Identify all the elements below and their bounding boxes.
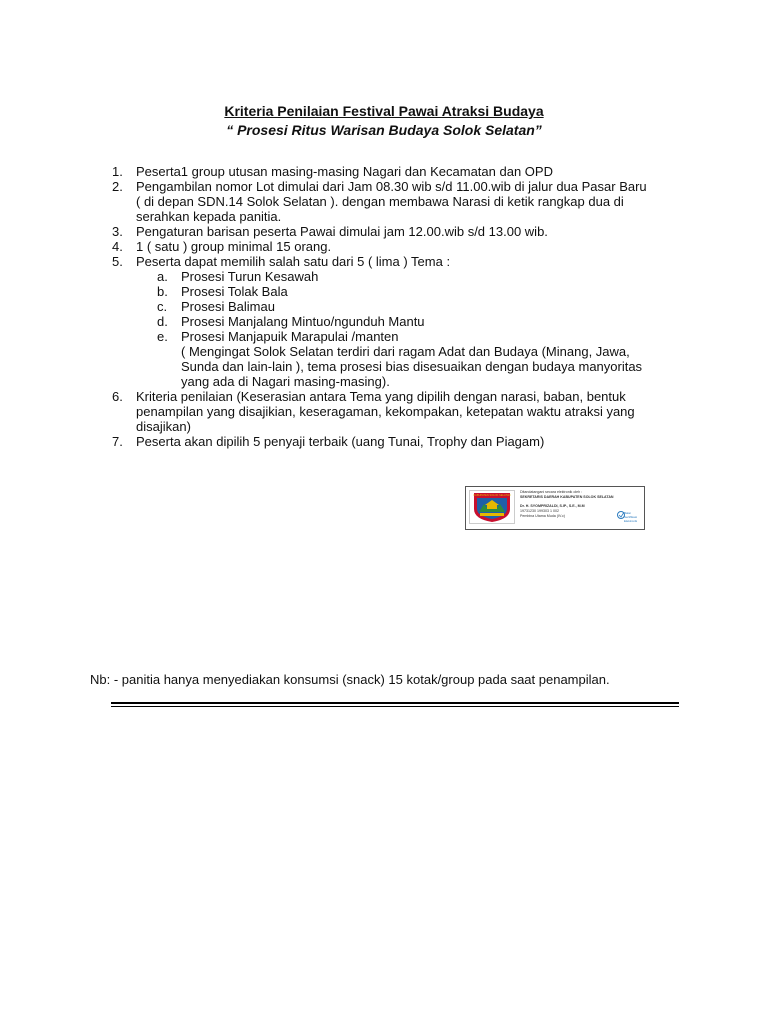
regency-logo-icon (469, 490, 515, 524)
theme-text: Prosesi Manjalang Mintuo/ngunduh Mantu (181, 314, 425, 329)
list-item (0, 434, 676, 449)
list-item (0, 179, 676, 224)
signature-line: SEKRETARIS DAERAH KABUPATEN SOLOK SELATAN (520, 495, 614, 499)
theme-item (0, 314, 676, 329)
criteria-list (0, 164, 768, 449)
list-item (0, 389, 676, 434)
item-text-line: Kriteria penilaian (Keserasian antara Tema yang dipilih dengan narasi, baban, bentuk (136, 389, 626, 404)
logo-band-text: KABUPATEN SOLOK SELATAN (473, 494, 511, 498)
item-number: 6. (112, 389, 123, 404)
signature-line: Ditandatangani secara elektronik oleh : (520, 490, 583, 494)
item-text-line: penampilan yang disajikian, keseragaman, kekompakan, ketepatan waktu atraksi yang (136, 404, 635, 419)
item-number: 7. (112, 434, 123, 449)
item-text-line: serahkan kepada panitia. (136, 209, 282, 224)
item-text-line: Pengambilan nomor Lot dimulai dari Jam 08.30 wib s/d 11.00.wib di jalur dua Pasar Baru (136, 179, 647, 194)
theme-item (0, 299, 676, 314)
item-number: 2. (112, 179, 123, 194)
item-number: 1. (112, 164, 123, 179)
theme-note-line: Sunda dan lain-lain ), tema prosesi bias disesuaikan dengan budaya manyoritas (181, 359, 643, 374)
list-item (0, 239, 676, 254)
theme-text: Prosesi Tolak Bala (181, 284, 288, 299)
theme-letter: a. (157, 269, 168, 284)
theme-text: Prosesi Manjapuik Marapulai /manten (181, 329, 399, 344)
item-text: Peserta1 group utusan masing-masing Nagari dan Kecamatan dan OPD (136, 164, 553, 179)
document-subtitle: “ Prosesi Ritus Warisan Budaya Solok Selatan” (226, 122, 542, 138)
theme-note (0, 344, 676, 389)
item-text: Pengaturan barisan peserta Pawai dimulai jam 12.00.wib s/d 13.00 wib. (136, 224, 548, 239)
list-item (0, 254, 676, 269)
electronic-signature-box (465, 486, 645, 530)
theme-letter: c. (157, 299, 168, 314)
theme-note-line: yang ada di Nagari masing-masing). (181, 374, 390, 389)
theme-letter: b. (157, 284, 168, 299)
theme-item (0, 269, 676, 284)
theme-letter: e. (157, 329, 168, 344)
footnote: Nb: - panitia hanya menyediakan konsumsi (snack) 15 kotak/group pada saat penampilan. (90, 672, 610, 687)
list-item (0, 164, 676, 179)
item-text: 1 ( satu ) group minimal 15 orang. (136, 239, 332, 254)
theme-item (0, 284, 676, 299)
theme-note-line: ( Mengingat Solok Selatan terdiri dari ragam Adat dan Budaya (Minang, Jawa, (181, 344, 630, 359)
signature-line: Dr. H. SYOMPRIZALDI, S.IP., S.E., M.M (520, 504, 585, 508)
item-text-line: disajikan) (136, 419, 191, 434)
theme-letter: d. (157, 314, 168, 329)
item-text: Peserta dapat memilih salah satu dari 5 ( lima ) Tema : (136, 254, 451, 269)
item-text-line: ( di depan SDN.14 Solok Selatan ). dengan membawa Narasi di ketik rangkap dua di (136, 194, 624, 209)
theme-text: Prosesi Balimau (181, 299, 275, 314)
item-number: 3. (112, 224, 123, 239)
divider (111, 702, 679, 704)
signature-line: Pembina Utama Muda (IV.c) (520, 514, 566, 518)
item-text: Peserta akan dipilih 5 penyaji terbaik (uang Tunai, Trophy dan Piagam) (136, 434, 545, 449)
certification-mark-text: Balai Sertifikasi Elektronik (624, 511, 638, 523)
item-number: 4. (112, 239, 123, 254)
signature-line: 19731230 199303 1 002 (520, 509, 559, 513)
list-item (0, 224, 676, 239)
divider (111, 706, 679, 707)
item-number: 5. (112, 254, 123, 269)
signature-text (520, 490, 616, 519)
document-title: Kriteria Penilaian Festival Pawai Atraksi Budaya (224, 103, 544, 119)
theme-item (0, 329, 676, 344)
theme-text: Prosesi Turun Kesawah (181, 269, 319, 284)
